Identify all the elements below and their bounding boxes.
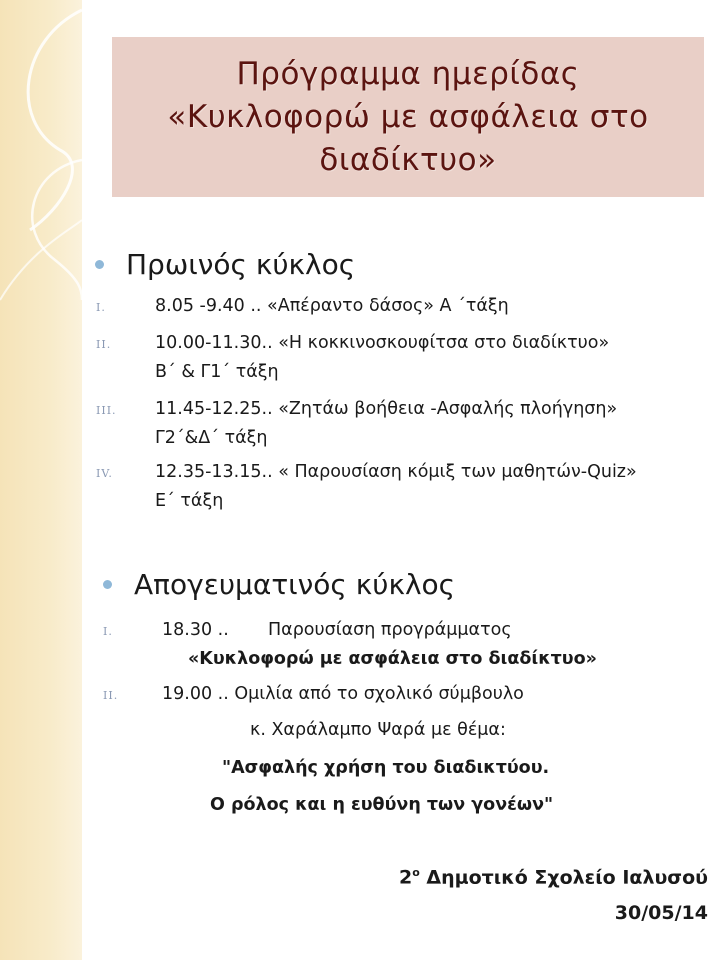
school-name-text: Δημοτικό Σχολείο Ιαλυσού <box>419 866 708 889</box>
item-number: I. <box>103 625 113 638</box>
item-text: 10.00-11.30.. «Η κοκκινοσκουφίτσα στο διαδίκτυο» <box>155 333 610 353</box>
afternoon-section-heading <box>103 568 455 601</box>
school-name <box>399 866 708 888</box>
event-date: 30/05/14 <box>614 902 708 924</box>
title-line-1: Πρόγραμμα ημερίδας <box>236 55 580 92</box>
item-speaker: κ. Χαράλαμπο Ψαρά με θέμα: <box>250 720 506 740</box>
item-number: III. <box>96 404 117 417</box>
title-line-3: διαδίκτυο» <box>319 141 497 178</box>
decorative-side-band <box>0 0 82 960</box>
item-class: Γ2΄&Δ΄ τάξη <box>155 428 268 448</box>
item-time: 18.30 .. <box>162 620 229 640</box>
bullet-icon <box>103 580 112 589</box>
item-class: Ε΄ τάξη <box>155 491 224 511</box>
school-number-suffix: ο <box>412 866 420 879</box>
item-text: 11.45-12.25.. «Ζητάω βοήθεια -Ασφαλής πλοήγηση» <box>155 399 618 419</box>
decorative-swirl <box>0 0 82 960</box>
item-number: II. <box>103 689 119 702</box>
afternoon-heading-text: Απογευματινός κύκλος <box>134 568 456 601</box>
item-topic-line-2: Ο ρόλος και η ευθύνη των γονέων" <box>210 795 554 815</box>
school-number: 2 <box>399 866 413 889</box>
item-text: 19.00 .. Ομιλία από το σχολικό σύμβουλο <box>162 684 524 704</box>
item-number: II. <box>96 338 112 351</box>
item-text: 12.35-13.15.. « Παρουσίαση κόμιξ των μαθητών-Quiz» <box>155 462 637 482</box>
item-class: Β΄ & Γ1΄ τάξη <box>155 362 279 382</box>
item-text: 8.05 -9.40 .. «Απέραντο δάσος» Α ΄τάξη <box>155 296 509 316</box>
morning-heading-text: Πρωινός κύκλος <box>126 248 356 281</box>
bullet-icon <box>95 260 104 269</box>
item-number: I. <box>96 301 106 314</box>
item-text: Παρουσίαση προγράμματος <box>268 620 512 640</box>
item-program-title: «Κυκλοφορώ με ασφάλεια στο διαδίκτυο» <box>188 649 597 669</box>
title-banner <box>112 37 704 197</box>
morning-section-heading <box>95 248 355 281</box>
item-topic-line-1: "Ασφαλής χρήση του διαδικτύου. <box>222 758 550 778</box>
title-line-2: «Κυκλοφορώ με ασφάλεια στο <box>167 98 649 135</box>
item-number: IV. <box>96 467 113 480</box>
